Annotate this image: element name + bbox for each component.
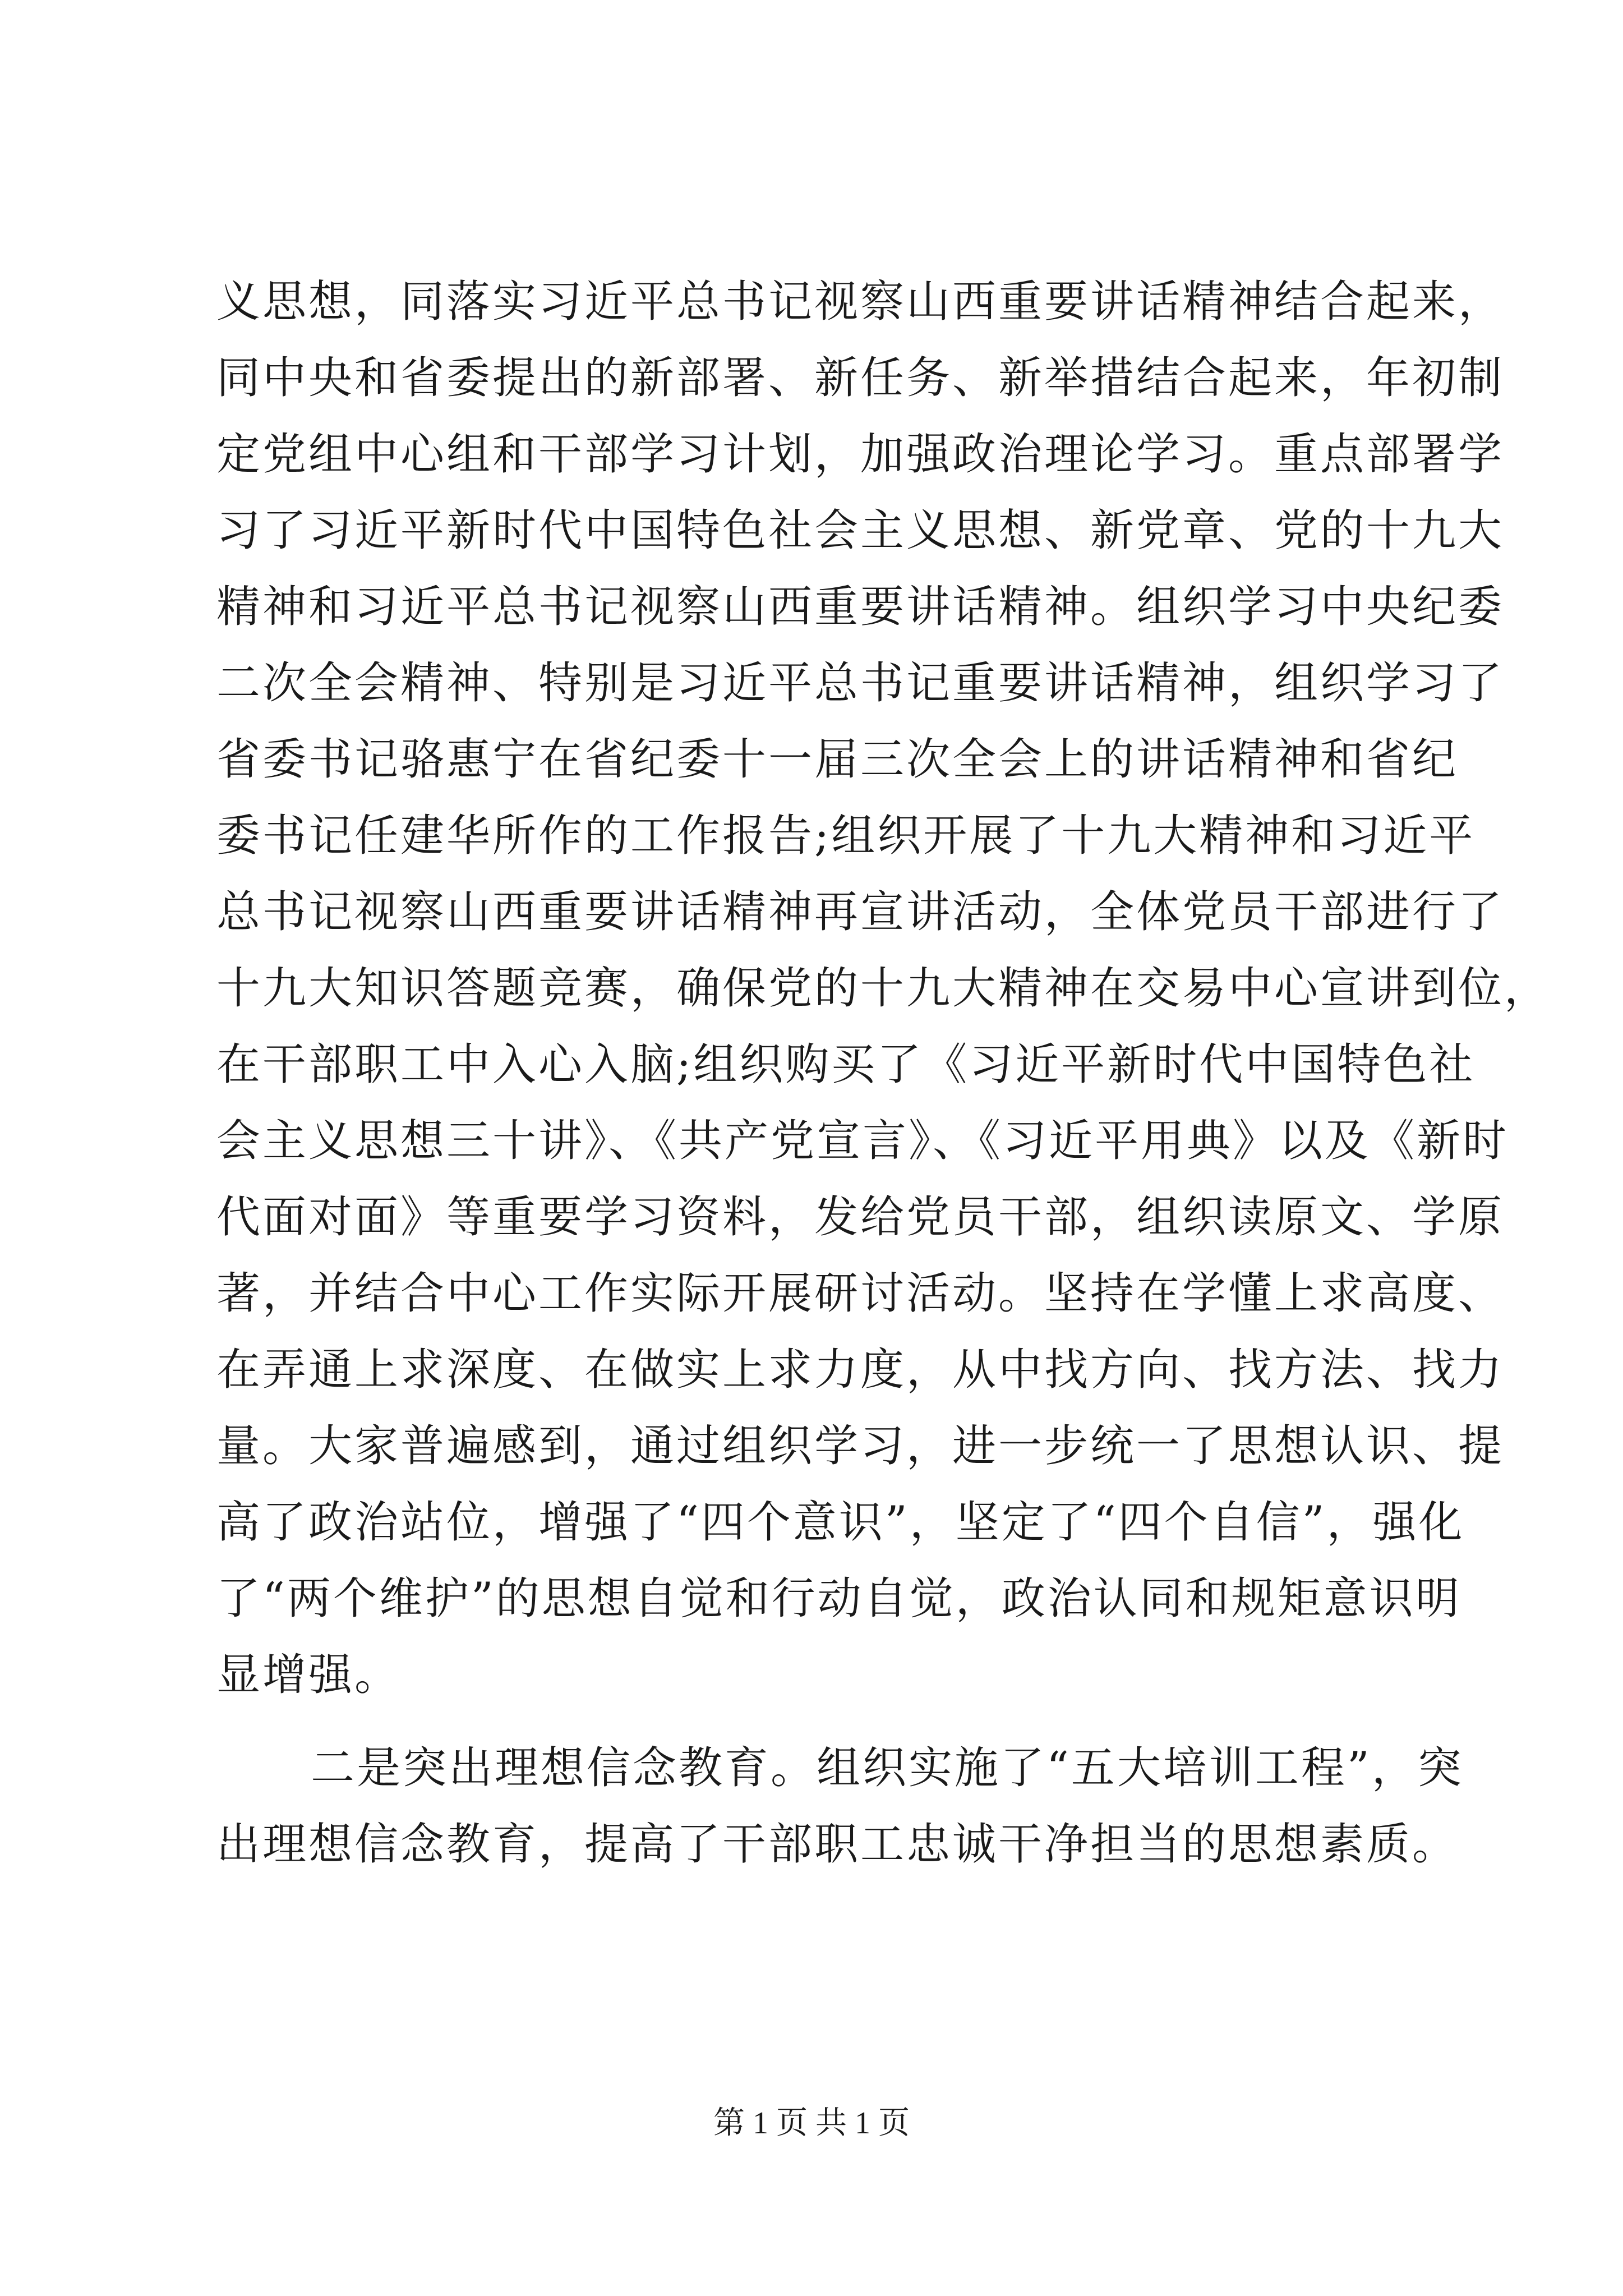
page-number-label: 第 1 页 共 1 页 xyxy=(713,2106,910,2141)
text-line: 委书记任建华所作的工作报告;组织开展了十九大精神和习近平 xyxy=(216,811,1476,861)
document-body xyxy=(216,264,1551,1883)
text-line: 义思想，同落实习近平总书记视察山西重要讲话精神结合起来， xyxy=(216,277,1505,327)
paragraph-1 xyxy=(216,264,1551,1713)
text-line: 会主义思想三十讲》、《共产党宣言》、《习近平用典》以及《新时 xyxy=(216,1116,1509,1166)
text-line: 精神和习近平总书记视察山西重要讲话精神。组织学习中央纪委 xyxy=(216,582,1505,632)
text-line: 二次全会精神、特别是习近平总书记重要讲话精神，组织学习了 xyxy=(216,658,1505,708)
text-line: 同中央和省委提出的新部署、新任务、新举措结合起来，年初制 xyxy=(216,353,1505,403)
text-line: 了“两个维护”的思想自觉和行动自觉，政治认同和规矩意识明 xyxy=(216,1573,1461,1624)
text-line: 习了习近平新时代中国特色社会主义思想、新党章、党的十九大 xyxy=(216,505,1505,556)
paragraph-spacer xyxy=(216,1713,1419,1730)
text-line: 高了政治站位，增强了“四个意识”，坚定了“四个自信”，强化 xyxy=(216,1497,1465,1548)
text-line: 定党组中心组和干部学习计划，加强政治理论学习。重点部署学 xyxy=(216,429,1505,480)
text-line: 出理想信念教育，提高了干部职工忠诚干净担当的思想素质。 xyxy=(216,1819,1459,1870)
text-line: 量。大家普遍感到，通过组织学习，进一步统一了思想认识、提 xyxy=(216,1421,1505,1471)
text-line: 在干部职工中入心入脑;组织购买了《习近平新时代中国特色社 xyxy=(216,1039,1476,1090)
text-line: 在弄通上求深度、在做实上求力度，从中找方向、找方法、找力 xyxy=(216,1345,1505,1395)
text-line: 二是突出理想信念教育。组织实施了“五大培训工程”，突 xyxy=(311,1743,1464,1793)
text-line: 十九大知识答题竞赛，确保党的十九大精神在交易中心宣讲到位， xyxy=(216,963,1551,1014)
page-footer xyxy=(0,2104,1623,2143)
text-line: 著，并结合中心工作实际开展研讨活动。坚持在学懂上求高度、 xyxy=(216,1268,1505,1319)
paragraph-2 xyxy=(216,1730,1464,1883)
text-line: 总书记视察山西重要讲话精神再宣讲活动，全体党员干部进行了 xyxy=(216,887,1505,937)
text-line: 显增强。 xyxy=(216,1650,401,1700)
text-line: 省委书记骆惠宁在省纪委十一届三次全会上的讲话精神和省纪 xyxy=(216,734,1459,785)
text-line: 代面对面》等重要学习资料，发给党员干部，组织读原文、学原 xyxy=(216,1192,1505,1243)
